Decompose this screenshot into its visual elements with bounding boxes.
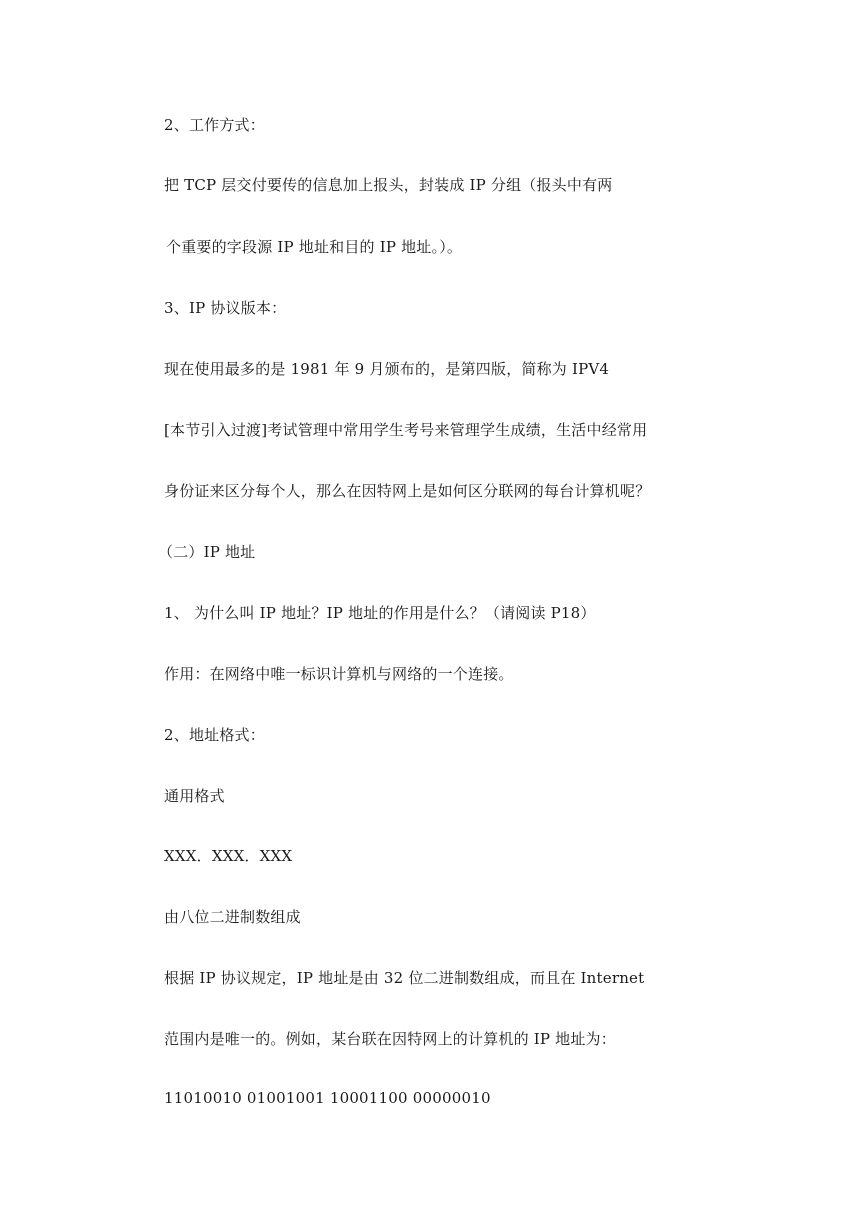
paragraph-line: 身份证来区分每个人，那么在因特网上是如何区分联网的每台计算机呢？	[164, 482, 651, 500]
paragraph-line: [本节引入过渡]考试管理中常用学生考号来管理学生成绩，生活中经常用	[164, 421, 648, 439]
paragraph-line: 通用格式	[164, 787, 225, 805]
paragraph-line: 范围内是唯一的。例如，某台联在因特网上的计算机的 IP 地址为：	[164, 1030, 616, 1048]
paragraph-line: 根据 IP 协议规定，IP 地址是由 32 位二进制数组成，而且在 Internet	[164, 969, 645, 987]
paragraph-line: 现在使用最多的是 1981 年 9 月颁布的，是第四版，简称为 IPV4	[164, 360, 610, 378]
paragraph-line: 把 TCP 层交付要传的信息加上报头，封装成 IP 分组（报头中有两	[164, 176, 613, 194]
heading-address-format: 2、地址格式：	[164, 726, 265, 744]
address-format-example: XXX．XXX．XXX	[164, 847, 293, 865]
question-line: 1、 为什么叫 IP 地址？IP 地址的作用是什么？（请阅读 P18）	[164, 604, 596, 622]
heading-ip-version: 3、IP 协议版本：	[164, 299, 287, 317]
binary-ip-example: 11010010 01001001 10001100 00000010	[164, 1089, 491, 1107]
paragraph-line: 作用：在网络中唯一标识计算机与网络的一个连接。	[164, 665, 514, 683]
heading-work-method: 2、工作方式：	[164, 116, 265, 134]
paragraph-line: 由八位二进制数组成	[164, 908, 301, 926]
paragraph-line: 个重要的字段源 IP 地址和目的 IP 地址。）。	[166, 238, 463, 256]
section-heading-ip-address: （二）IP 地址	[158, 543, 256, 561]
